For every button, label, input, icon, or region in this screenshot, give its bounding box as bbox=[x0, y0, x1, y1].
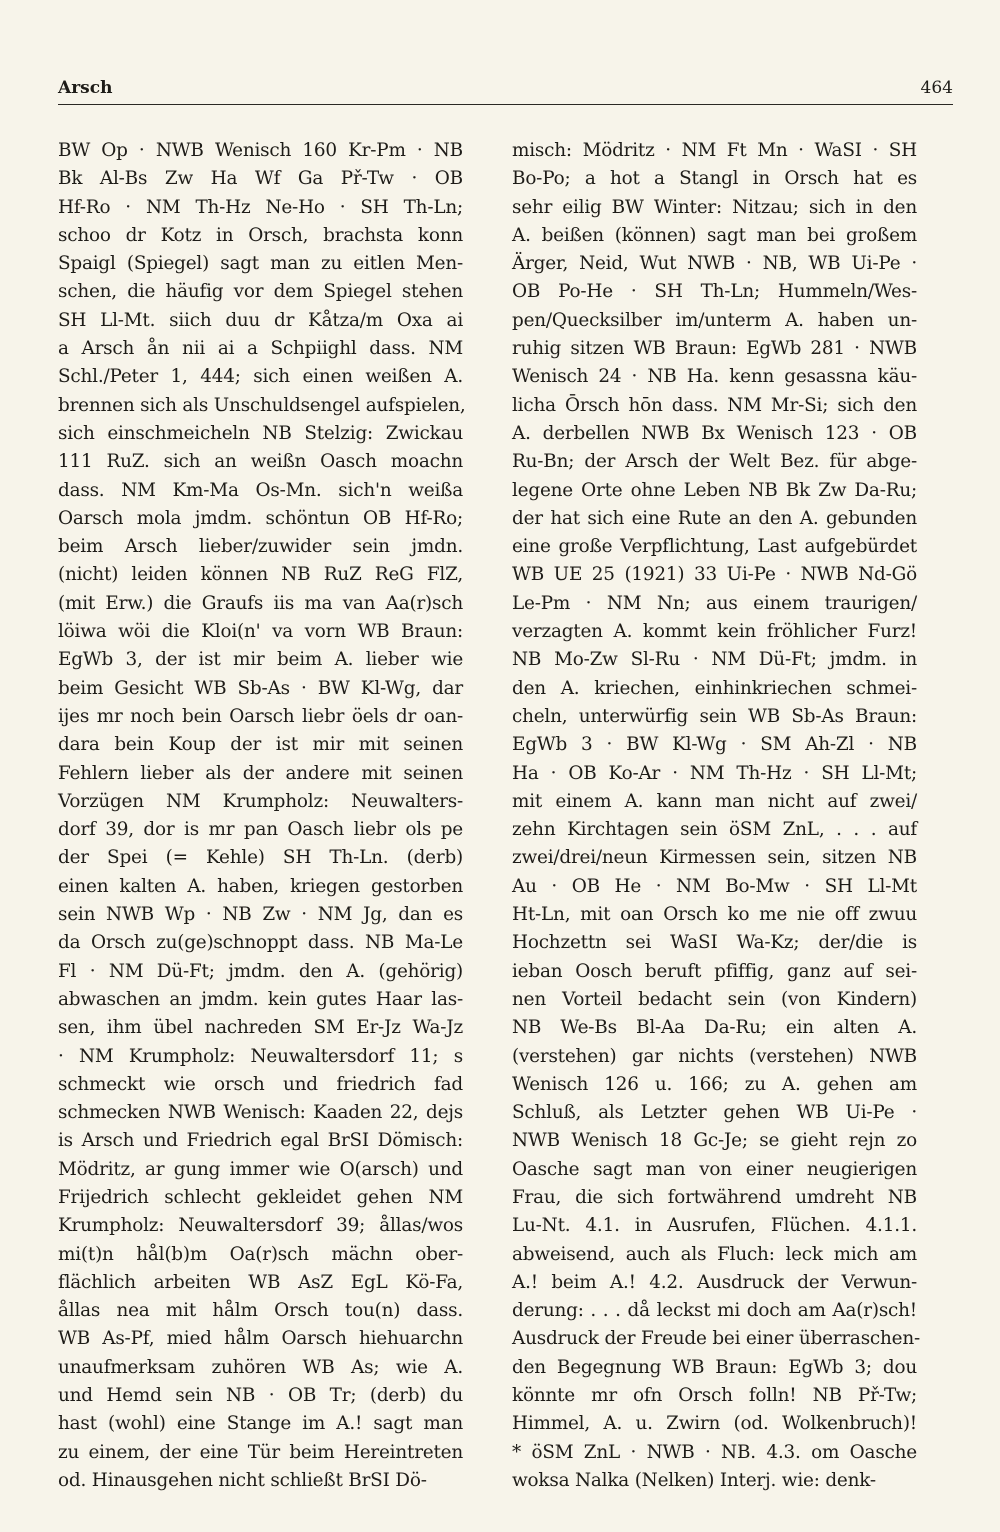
text-line: schoo dr Kotz in Orsch, brachsta konn bbox=[58, 224, 463, 246]
text-line: (verstehen) gar nichts (verstehen) NWB bbox=[512, 1045, 917, 1067]
text-line: Oasche sagt man von einer neugierigen bbox=[512, 1158, 917, 1180]
text-line: 111 RuZ. sich an weißn Oasch moachn bbox=[58, 451, 463, 473]
text-line: sich einschmeicheln NB Stelzig: Zwickau bbox=[58, 422, 463, 444]
text-line: unaufmerksam zuhören WB As; wie A. bbox=[58, 1356, 463, 1378]
text-line: abweisend, auch als Fluch: leck mich am bbox=[512, 1243, 917, 1265]
text-line: * öSM ZnL · NWB · NB. 4.3. om Oasche bbox=[512, 1441, 917, 1463]
text-line: NWB Wenisch 18 Gc-Je; se gieht rejn zo bbox=[512, 1130, 917, 1152]
running-header bbox=[58, 78, 953, 100]
text-line: ieban Oosch beruft pfiffig, ganz auf sei- bbox=[512, 960, 917, 982]
text-line: pen/Quecksilber im/unterm A. haben un- bbox=[512, 309, 917, 331]
text-line: schmecken NWB Wenisch: Kaaden 22, dejs bbox=[58, 1102, 463, 1124]
text-line: NB We-Bs Bl-Aa Da-Ru; ein alten A. bbox=[512, 1017, 917, 1039]
text-line: Frijedrich schlecht gekleidet gehen NM bbox=[58, 1186, 463, 1208]
text-line: · NM Krumpholz: Neuwaltersdorf 11; s bbox=[58, 1045, 463, 1067]
text-line: hast (wohl) eine Stange im A.! sagt man bbox=[58, 1413, 463, 1435]
text-line: zu einem, der eine Tür beim Hereintreten bbox=[58, 1441, 463, 1463]
text-line: brennen sich als Unschuldsengel aufspielen, bbox=[58, 394, 466, 416]
text-line: licha Ōrsch hōn dass. NM Mr-Si; sich den bbox=[512, 394, 917, 416]
text-line: nen Vorteil bedacht sein (von Kindern) bbox=[512, 988, 917, 1010]
text-line: den Begegnung WB Braun: EgWb 3; dou bbox=[512, 1356, 917, 1378]
text-line: Schluß, als Letzter gehen WB Ui-Pe · bbox=[512, 1102, 917, 1124]
text-line: NB Mo-Zw Sl-Ru · NM Dü-Ft; jmdm. in bbox=[512, 649, 917, 671]
text-line: Ha · OB Ko-Ar · NM Th-Hz · SH Ll-Mt; bbox=[512, 762, 917, 784]
text-line: verzagten A. kommt kein fröhlicher Furz! bbox=[512, 621, 917, 643]
text-line: A. beißen (können) sagt man bei großem bbox=[512, 224, 917, 246]
text-line: Au · OB He · NM Bo-Mw · SH Ll-Mt bbox=[512, 875, 917, 897]
text-line: da Orsch zu(ge)schnoppt dass. NB Ma-Le bbox=[58, 932, 463, 954]
page-number: 464 bbox=[920, 78, 953, 98]
text-line: cheln, unterwürfig sein WB Sb-As Braun: bbox=[512, 705, 917, 727]
text-line: zwei/drei/neun Kirmessen sein, sitzen NB bbox=[512, 847, 917, 869]
text-line: Mödritz, ar gung immer wie O(arsch) und bbox=[58, 1158, 463, 1180]
text-line: ijes mr noch bein Oarsch liebr öels dr oan- bbox=[58, 705, 463, 727]
running-headword: Arsch bbox=[58, 78, 113, 98]
text-line: od. Hinausgehen nicht schließt BrSI Dö- bbox=[58, 1469, 427, 1491]
text-line: misch: Mödritz · NM Ft Mn · WaSI · SH bbox=[512, 140, 917, 161]
text-line: Ru-Bn; der Arsch der Welt Bez. für abge- bbox=[512, 451, 917, 473]
text-line: (mit Erw.) die Graufs iis ma van Aa(r)sch bbox=[58, 592, 463, 614]
text-line: Bo-Po; a hot a Stangl in Orsch hat es bbox=[512, 168, 917, 190]
text-line: A.! beim A.! 4.2. Ausdruck der Verwun- bbox=[512, 1271, 917, 1293]
text-line: Frau, die sich fortwährend umdreht NB bbox=[512, 1186, 917, 1208]
text-line: legene Orte ohne Leben NB Bk Zw Da-Ru; bbox=[512, 479, 917, 501]
text-line: mi(t)n hål(b)m Oa(r)sch mächn ober- bbox=[58, 1243, 463, 1265]
left-text-column bbox=[58, 137, 466, 1495]
text-line: (nicht) leiden können NB RuZ ReG FlZ, bbox=[58, 564, 463, 586]
text-line: a Arsch ån nii ai a Schpiighl dass. NM bbox=[58, 338, 463, 360]
text-line: BW Op · NWB Wenisch 160 Kr-Pm · NB bbox=[58, 140, 463, 161]
text-line: mit einem A. kann man nicht auf zwei/ bbox=[512, 790, 917, 812]
text-line: EgWb 3 · BW Kl-Wg · SM Ah-Zl · NB bbox=[512, 734, 917, 756]
text-line: derung: . . . då leckst mi doch am Aa(r)sch! bbox=[512, 1300, 917, 1322]
text-line: flächlich arbeiten WB AsZ EgL Kö-Fa, bbox=[58, 1271, 463, 1293]
text-line: dara bein Koup der ist mir mit seinen bbox=[58, 734, 463, 756]
text-line: Wenisch 126 u. 166; zu A. gehen am bbox=[512, 1073, 917, 1095]
text-line: Hf-Ro · NM Th-Hz Ne-Ho · SH Th-Ln; bbox=[58, 196, 463, 218]
text-line: ruhig sitzen WB Braun: EgWb 281 · NWB bbox=[512, 338, 917, 360]
header-rule bbox=[58, 104, 953, 105]
text-line: den A. kriechen, einhinkriechen schmei- bbox=[512, 677, 917, 699]
text-line: beim Arsch lieber/zuwider sein jmdn. bbox=[58, 536, 463, 558]
text-line: dorf 39, dor is mr pan Oasch liebr ols pe bbox=[58, 819, 463, 841]
text-line: ållas nea mit hålm Orsch tou(n) dass. bbox=[58, 1300, 463, 1322]
text-line: könnte mr ofn Orsch folln! NB Př-Tw; bbox=[512, 1385, 917, 1407]
text-line: A. derbellen NWB Bx Wenisch 123 · OB bbox=[512, 422, 917, 444]
text-line: Oarsch mola jmdm. schöntun OB Hf-Ro; bbox=[58, 507, 463, 529]
text-line: Le-Pm · NM Nn; aus einem traurigen/ bbox=[512, 592, 917, 614]
text-line: Wenisch 24 · NB Ha. kenn gesassna käu- bbox=[512, 366, 917, 388]
text-line: Ärger, Neid, Wut NWB · NB, WB Ui-Pe · bbox=[512, 253, 917, 275]
text-line: Bk Al-Bs Zw Ha Wf Ga Př-Tw · OB bbox=[58, 168, 463, 190]
text-line: woksa Nalka (Nelken) Interj. wie: denk- bbox=[512, 1469, 876, 1491]
text-line: Vorzügen NM Krumpholz: Neuwalters- bbox=[58, 790, 463, 812]
text-line: SH Ll-Mt. siich duu dr Kåtza/m Oxa ai bbox=[58, 309, 463, 331]
text-line: dass. NM Km-Ma Os-Mn. sich'n weißa bbox=[58, 479, 463, 501]
text-line: eine große Verpflichtung, Last aufgebürdet bbox=[512, 536, 917, 558]
text-line: einen kalten A. haben, kriegen gestorben bbox=[58, 875, 463, 897]
text-line: Spaigl (Spiegel) sagt man zu eitlen Men- bbox=[58, 253, 463, 275]
text-line: Fehlern lieber als der andere mit seinen bbox=[58, 762, 463, 784]
text-line: WB As-Pf, mied hålm Oarsch hiehuarchn bbox=[58, 1328, 463, 1350]
text-line: zehn Kirchtagen sein öSM ZnL, . . . auf bbox=[512, 819, 917, 841]
text-line: Schl./Peter 1, 444; sich einen weißen A. bbox=[58, 366, 463, 388]
text-line: is Arsch und Friedrich egal BrSI Dömisch: bbox=[58, 1130, 463, 1152]
text-line: abwaschen an jmdm. kein gutes Haar las- bbox=[58, 988, 463, 1010]
text-line: Ausdruck der Freude bei einer überraschen- bbox=[512, 1328, 921, 1350]
text-line: schen, die häufig vor dem Spiegel stehen bbox=[58, 281, 463, 303]
text-line: Lu-Nt. 4.1. in Ausrufen, Flüchen. 4.1.1. bbox=[512, 1215, 917, 1237]
text-line: schmeckt wie orsch und friedrich fad bbox=[58, 1073, 463, 1095]
text-line: Krumpholz: Neuwaltersdorf 39; ållas/wos bbox=[58, 1215, 463, 1237]
text-line: WB UE 25 (1921) 33 Ui-Pe · NWB Nd-Gö bbox=[512, 564, 917, 586]
text-line: löiwa wöi die Kloi(n' va vorn WB Braun: bbox=[58, 621, 463, 643]
text-line: beim Gesicht WB Sb-As · BW Kl-Wg, dar bbox=[58, 677, 463, 699]
text-line: der Spei (= Kehle) SH Th-Ln. (derb) bbox=[58, 847, 463, 869]
text-line: sehr eilig BW Winter: Nitzau; sich in den bbox=[512, 196, 917, 218]
text-line: sein NWB Wp · NB Zw · NM Jg, dan es bbox=[58, 904, 463, 926]
text-line: sen, ihm übel nachreden SM Er-Jz Wa-Jz bbox=[58, 1017, 463, 1039]
text-line: der hat sich eine Rute an den A. gebunden bbox=[512, 507, 917, 529]
text-line: und Hemd sein NB · OB Tr; (derb) du bbox=[58, 1385, 463, 1407]
text-line: Ht-Ln, mit oan Orsch ko me nie off zwuu bbox=[512, 904, 917, 926]
text-line: Himmel, A. u. Zwirn (od. Wolkenbruch)! bbox=[512, 1413, 917, 1435]
text-line: OB Po-He · SH Th-Ln; Hummeln/Wes- bbox=[512, 281, 917, 303]
right-text-column bbox=[512, 137, 921, 1495]
text-line: Fl · NM Dü-Ft; jmdm. den A. (gehörig) bbox=[58, 960, 463, 982]
text-line: Hochzettn sei WaSI Wa-Kz; der/die is bbox=[512, 932, 917, 954]
text-line: EgWb 3, der ist mir beim A. lieber wie bbox=[58, 649, 463, 671]
